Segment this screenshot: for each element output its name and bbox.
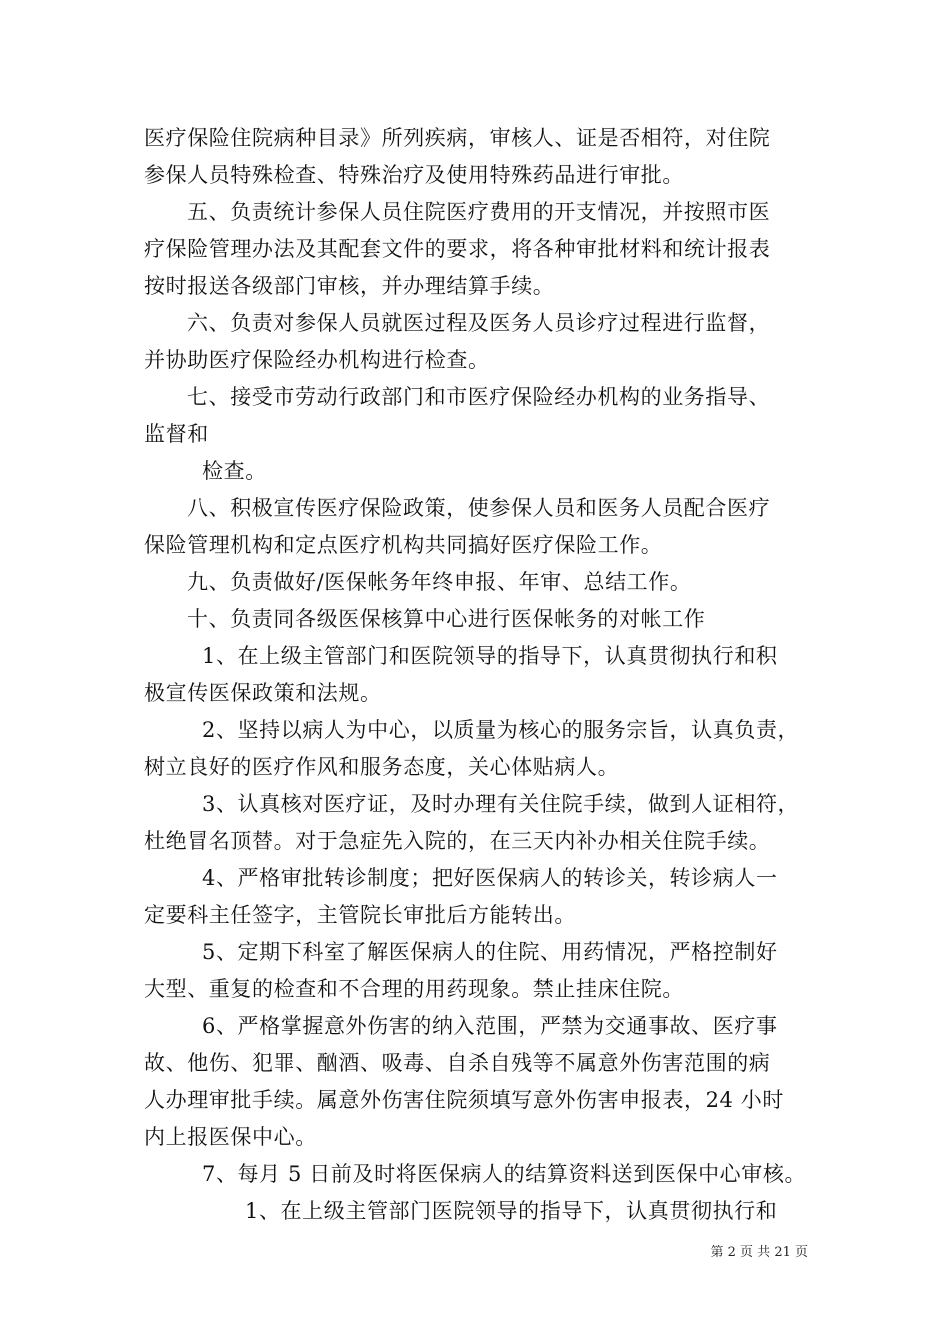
page-number-label: 第 2 页 共 21 页 [710,1245,808,1260]
text-line: 1、在上级主管部门和医院领导的指导下，认真贯彻执行和积 [202,644,778,668]
text-line: 定要科主任签字，主管院长审批后方能转出。 [144,903,576,927]
text-line: 3、认真核对医疗证，及时办理有关住院手续，做到人证相符， [202,792,800,816]
text-line: 树立良好的医疗作风和服务态度，关心体贴病人。 [144,755,620,779]
text-line: 参保人员特殊检查、特殊治疗及使用特殊药品进行审批。 [144,163,684,187]
text-line: 大型、重复的检查和不合理的用药现象。禁止挂床住院。 [144,977,684,1001]
text-line: 监督和 [144,422,209,446]
text-line: 5、定期下科室了解医保病人的住院、用药情况，严格控制好 [202,940,778,964]
text-line: 检查。 [202,459,267,483]
page-footer [0,1244,808,1262]
text-line: 按时报送各级部门审核，并办理结算手续。 [144,274,555,298]
text-line: 内上报医保中心。 [144,1125,317,1149]
text-line: 并协助医疗保险经办机构进行检查。 [144,348,490,372]
text-line: 故、他伤、犯罪、酗酒、吸毒、自杀自残等不属意外伤害范围的病 [144,1051,771,1075]
text-line: 医疗保险住院病种目录》所列疾病，审核人、证是否相符，对住院 [144,126,771,150]
text-line: 4、严格审批转诊制度；把好医保病人的转诊关，转诊病人一 [202,866,778,890]
text-line: 1、在上级主管部门医院领导的指导下，认真贯彻执行和 [245,1199,778,1223]
text-line: 八、积极宣传医疗保险政策，使参保人员和医务人员配合医疗 [187,496,771,520]
text-line: 人办理审批手续。属意外伤害住院须填写意外伤害申报表，24 小时 [144,1088,784,1112]
text-line: 2、坚持以病人为中心，以质量为核心的服务宗旨，认真负责， [202,718,800,742]
text-line: 7、每月 5 日前及时将医保病人的结算资料送到医保中心审核。 [202,1162,807,1186]
text-line: 九、负责做好/医保帐务年终申报、年审、总结工作。 [187,570,692,594]
text-line: 十、负责同各级医保核算中心进行医保帐务的对帐工作 [187,607,706,631]
text-line: 六、负责对参保人员就医过程及医务人员诊疗过程进行监督， [187,311,771,335]
text-line: 疗保险管理办法及其配套文件的要求，将各种审批材料和统计报表 [144,237,771,261]
text-line: 七、接受市劳动行政部门和市医疗保险经办机构的业务指导、 [187,385,771,409]
text-line: 五、负责统计参保人员住院医疗费用的开支情况，并按照市医 [187,200,771,224]
text-line: 杜绝冒名顶替。对于急症先入院的，在三天内补办相关住院手续。 [144,829,771,853]
document-body [144,120,814,1230]
text-line: 保险管理机构和定点医疗机构共同搞好医疗保险工作。 [144,533,663,557]
text-line: 6、严格掌握意外伤害的纳入范围，严禁为交通事故、医疗事 [202,1014,778,1038]
text-line: 极宣传医保政策和法规。 [144,681,382,705]
